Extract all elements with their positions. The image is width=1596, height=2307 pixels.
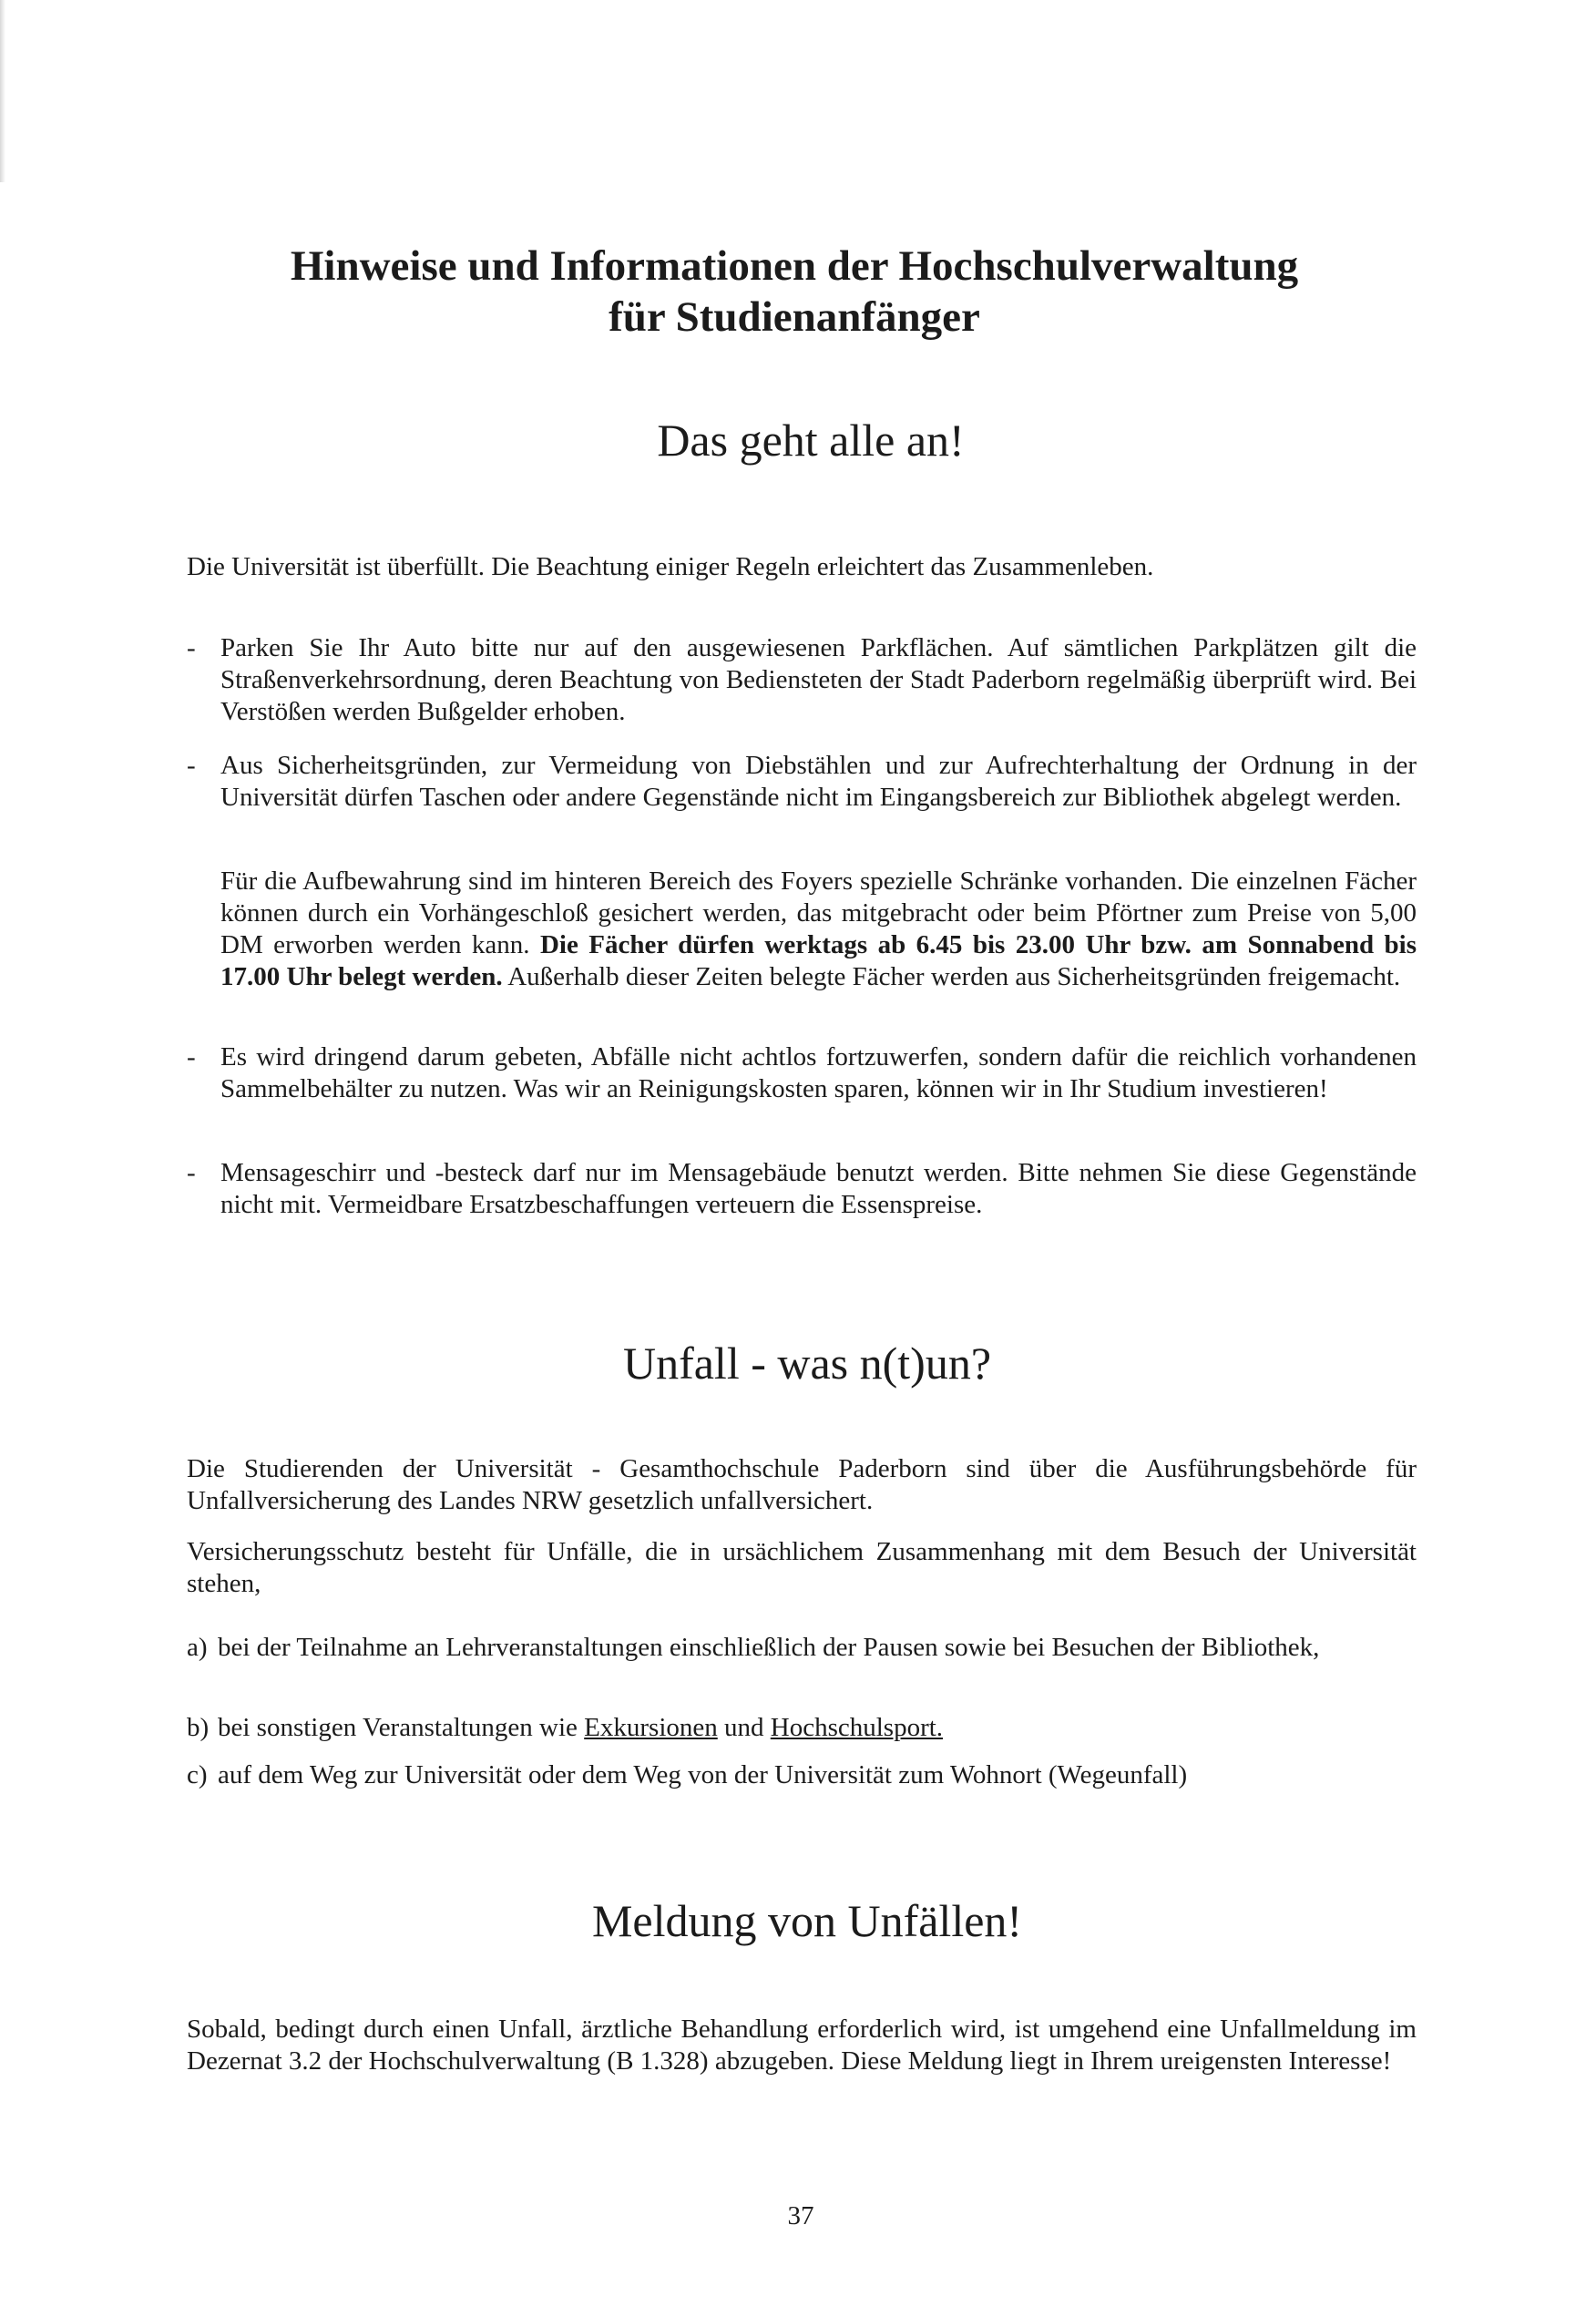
section-heading-das-geht-alle-an: Das geht alle an!	[657, 415, 965, 466]
section3-para: Sobald, bedingt durch einen Unfall, ärztliche Behandlung erforderlich wird, ist umgehend eine Unfallmeldung im Dezernat 3.2 der Hochschulverwaltung (B 1.328) abzugeben. Diese Meldung liegt in Ihrem ureigensten Interesse!	[187, 2015, 1417, 2076]
item-marker: a)	[187, 1633, 208, 1662]
coverage-item-c	[187, 1759, 1417, 1791]
exkursionen-underlined: Exkursionen	[584, 1713, 718, 1742]
storage-paragraph	[220, 866, 1417, 993]
section2-para-coverage: Versicherungsschutz besteht für Unfälle, die in ursächlichem Zusammenhang mit dem Besuch der Universität stehen,	[187, 1537, 1417, 1598]
item-text: bei der Teilnahme an Lehrveranstaltungen einschließlich der Pausen sowie bei Besuchen der Bibliothek,	[218, 1633, 1320, 1662]
document-title-line-2: für Studienanfänger	[609, 293, 980, 341]
storage-hours-bold: Die Fächer dürfen werktags ab 6.45 bis 23.00 Uhr bzw. am Sonnabend bis 17.00 Uhr belegt werden.	[220, 930, 1417, 991]
bullet-bags	[187, 750, 1417, 814]
scan-edge-shadow	[0, 0, 5, 182]
item-b-mid: und	[717, 1713, 771, 1742]
item-marker: c)	[187, 1760, 208, 1789]
bullet-mensa	[187, 1157, 1417, 1221]
bullet-dash: -	[187, 633, 196, 662]
storage-text-part2: Außerhalb dieser Zeiten belegte Fächer werden aus Sicherheitsgründen freigemacht.	[502, 962, 1401, 991]
section-heading-unfall: Unfall - was n(t)un?	[622, 1338, 992, 1389]
bullet-text: Parken Sie Ihr Auto bitte nur auf den ausgewiesenen Parkflächen. Auf sämtlichen Parkplätzen gilt die Straßenverkehrsordnung, deren Beachtung von Bediensteten der Stadt Paderborn regelmäßig überprüft wird. Bei Verstößen werden Bußgelder erhoben.	[220, 633, 1417, 726]
item-text: auf dem Weg zur Universität oder dem Weg von der Universität zum Wohnort (Wegeunfall)	[218, 1760, 1188, 1789]
bullet-text: Mensageschirr und -besteck darf nur im Mensagebäude benutzt werden. Bitte nehmen Sie diese Gegenstände nicht mit. Vermeidbare Ersatzbeschaffungen verteuern die Essenspreise.	[220, 1158, 1417, 1219]
item-b-pre: bei sonstigen Veranstaltungen wie	[218, 1713, 585, 1742]
bullet-text: Aus Sicherheitsgründen, zur Vermeidung von Diebstählen und zur Aufrechterhaltung der Ordnung in der Universität dürfen Taschen oder andere Gegenstände nicht im Eingangsbereich zur Bibliothek abgelegt werden.	[220, 751, 1417, 812]
section2-para-insurance: Die Studierenden der Universität - Gesamthochschule Paderborn sind über die Ausführungsbehörde für Unfallversicherung des Landes NRW gesetzlich unfallversichert.	[187, 1454, 1417, 1515]
coverage-item-a	[187, 1632, 1417, 1664]
hochschulsport-underlined: Hochschulsport.	[770, 1713, 944, 1742]
bullet-dash: -	[187, 751, 196, 780]
item-marker: b)	[187, 1713, 210, 1742]
section1-intro: Die Universität ist überfüllt. Die Beachtung einiger Regeln erleichtert das Zusammenleben.	[187, 552, 1154, 581]
storage-text-part1: Für die Aufbewahrung sind im hinteren Bereich des Foyers spezielle Schränke vorhanden. Die einzelnen Fächer können durch ein Vorhängeschloß gesichert werden, das mitgebracht oder beim Pförtner zum Preise von 5,00 DM erworben werden kann.	[220, 866, 1417, 959]
page-number: 37	[787, 2201, 814, 2230]
bullet-dash: -	[187, 1158, 196, 1187]
bullet-waste	[187, 1041, 1417, 1105]
item-text	[218, 1712, 1417, 1744]
coverage-item-b	[187, 1712, 1417, 1744]
bullet-parking	[187, 632, 1417, 728]
document-title-line-1: Hinweise und Informationen der Hochschulverwaltung	[290, 242, 1299, 290]
bullet-text: Es wird dringend darum gebeten, Abfälle nicht achtlos fortzuwerfen, sondern dafür die reichlich vorhandenen Sammelbehälter zu nutzen. Was wir an Reinigungskosten sparen, können wir in Ihr Studium investieren!	[220, 1042, 1417, 1103]
section-heading-meldung: Meldung von Unfällen!	[591, 1895, 1023, 1946]
bullet-dash: -	[187, 1042, 196, 1071]
